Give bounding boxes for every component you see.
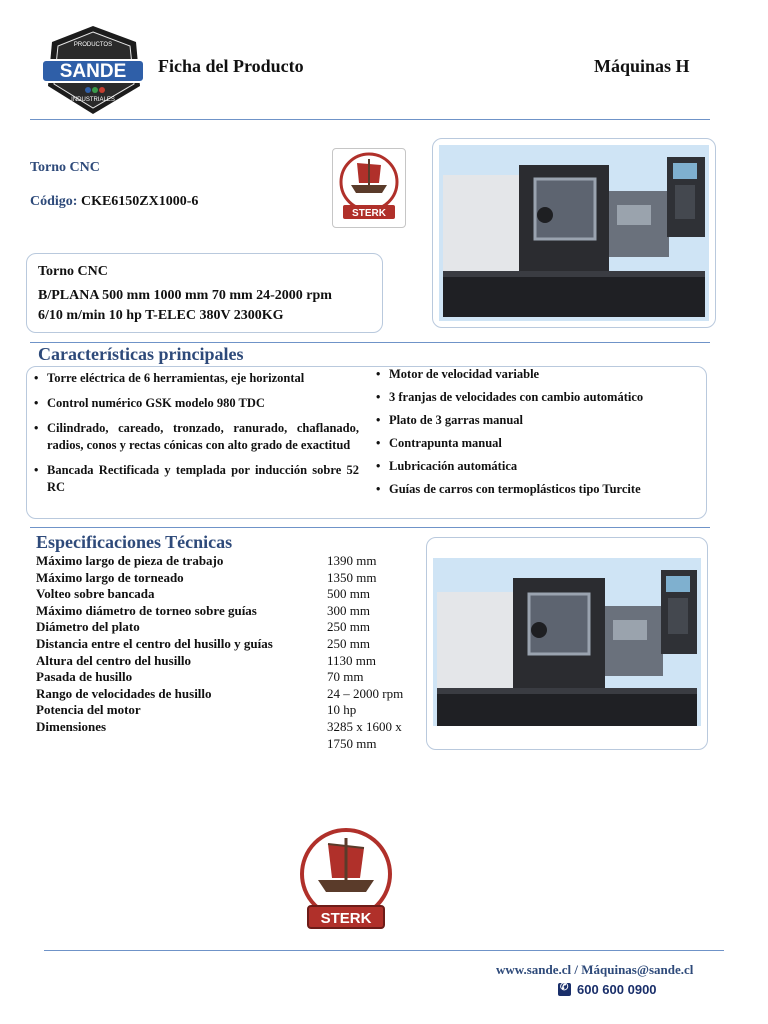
spec-row: Volteo sobre bancada 500 mm (36, 586, 370, 602)
features-divider (30, 342, 710, 343)
logo-text: SANDE (59, 61, 127, 82)
spec-row: Altura del centro del husillo 1130 mm (36, 652, 376, 668)
category-label: Máquinas H (594, 56, 690, 76)
features-left-column (34, 370, 359, 504)
feature-item: • Cilindrado, careado, tronzado, ranurado, chaflanado, radios, conos y rectas cónicas con alto grado de exactitud (34, 420, 359, 454)
spec-row: Máximo largo de torneado 1350 mm (36, 569, 377, 585)
feature-item: • Plato de 3 garras manual (376, 412, 706, 429)
specs-divider (30, 527, 710, 528)
spec-row: Potencia del motor 10 hp (36, 702, 357, 718)
footer-divider (44, 950, 724, 951)
sterk-logo-large (296, 826, 396, 938)
code-label: Código: (30, 194, 78, 209)
description-line-2: 6/10 m/min 10 hp T-ELEC 380V 2300KG (38, 308, 284, 323)
description-title: Torno CNC (38, 264, 108, 279)
product-description (26, 253, 383, 333)
svg-text:PRODUCTOS: PRODUCTOS (73, 42, 113, 48)
description-line-1: B/PLANA 500 mm 1000 mm 70 mm 24-2000 rpm (38, 288, 332, 303)
feature-item: • Motor de velocidad variable (376, 366, 706, 383)
features-heading: Características principales (38, 344, 244, 364)
product-photo (432, 138, 716, 328)
svg-text:INDUSTRIALES: INDUSTRIALES (71, 97, 115, 103)
product-photo-2 (426, 537, 708, 750)
spec-row: Rango de velocidades de husillo 24 – 2000 rpm (36, 685, 404, 701)
svg-text:STERK: STERK (320, 910, 372, 927)
feature-item: • 3 franjas de velocidades con cambio automático (376, 389, 706, 406)
code-value: CKE6150ZX1000-6 (80, 194, 199, 209)
header-divider (30, 119, 710, 120)
feature-item: • Control numérico GSK modelo 980 TDC (34, 395, 359, 412)
spec-row: Máximo diámetro de torneo sobre guías 300 mm (36, 602, 370, 618)
sterk-logo-small (332, 148, 406, 228)
features-right-column (376, 366, 706, 504)
product-code (30, 194, 198, 210)
feature-item: • Bancada Rectificada y templada por inducción sobre 52 RC (34, 462, 359, 496)
spec-row: Diámetro del plato 250 mm (36, 619, 370, 635)
footer-phone (558, 982, 657, 997)
feature-item: • Torre eléctrica de 6 herramientas, eje horizontal (34, 370, 359, 387)
specs-table (36, 553, 426, 752)
spec-row: Dimensiones 3285 x 1600 x 1750 mm (36, 718, 402, 751)
spec-row: Distancia entre el centro del husillo y guías 250 mm (36, 635, 370, 651)
feature-item: • Lubricación automática (376, 458, 706, 475)
spec-row: Máximo largo de pieza de trabajo 1390 mm (36, 553, 377, 568)
specs-heading: Especificaciones Técnicas (36, 532, 233, 552)
product-type: Torno CNC (30, 160, 100, 175)
svg-text:STERK: STERK (352, 208, 386, 219)
feature-item: • Guías de carros con termoplásticos tipo Turcite (376, 481, 706, 498)
phone-number: 600 600 0900 (577, 982, 657, 997)
page-title: Ficha del Producto (158, 56, 304, 76)
spec-row: Pasada de husillo 70 mm (36, 669, 364, 685)
feature-item: • Contrapunta manual (376, 435, 706, 452)
phone-icon (558, 983, 571, 996)
sande-logo (40, 24, 146, 116)
footer-contact-link[interactable]: www.sande.cl / Máquinas@sande.cl (496, 962, 694, 977)
